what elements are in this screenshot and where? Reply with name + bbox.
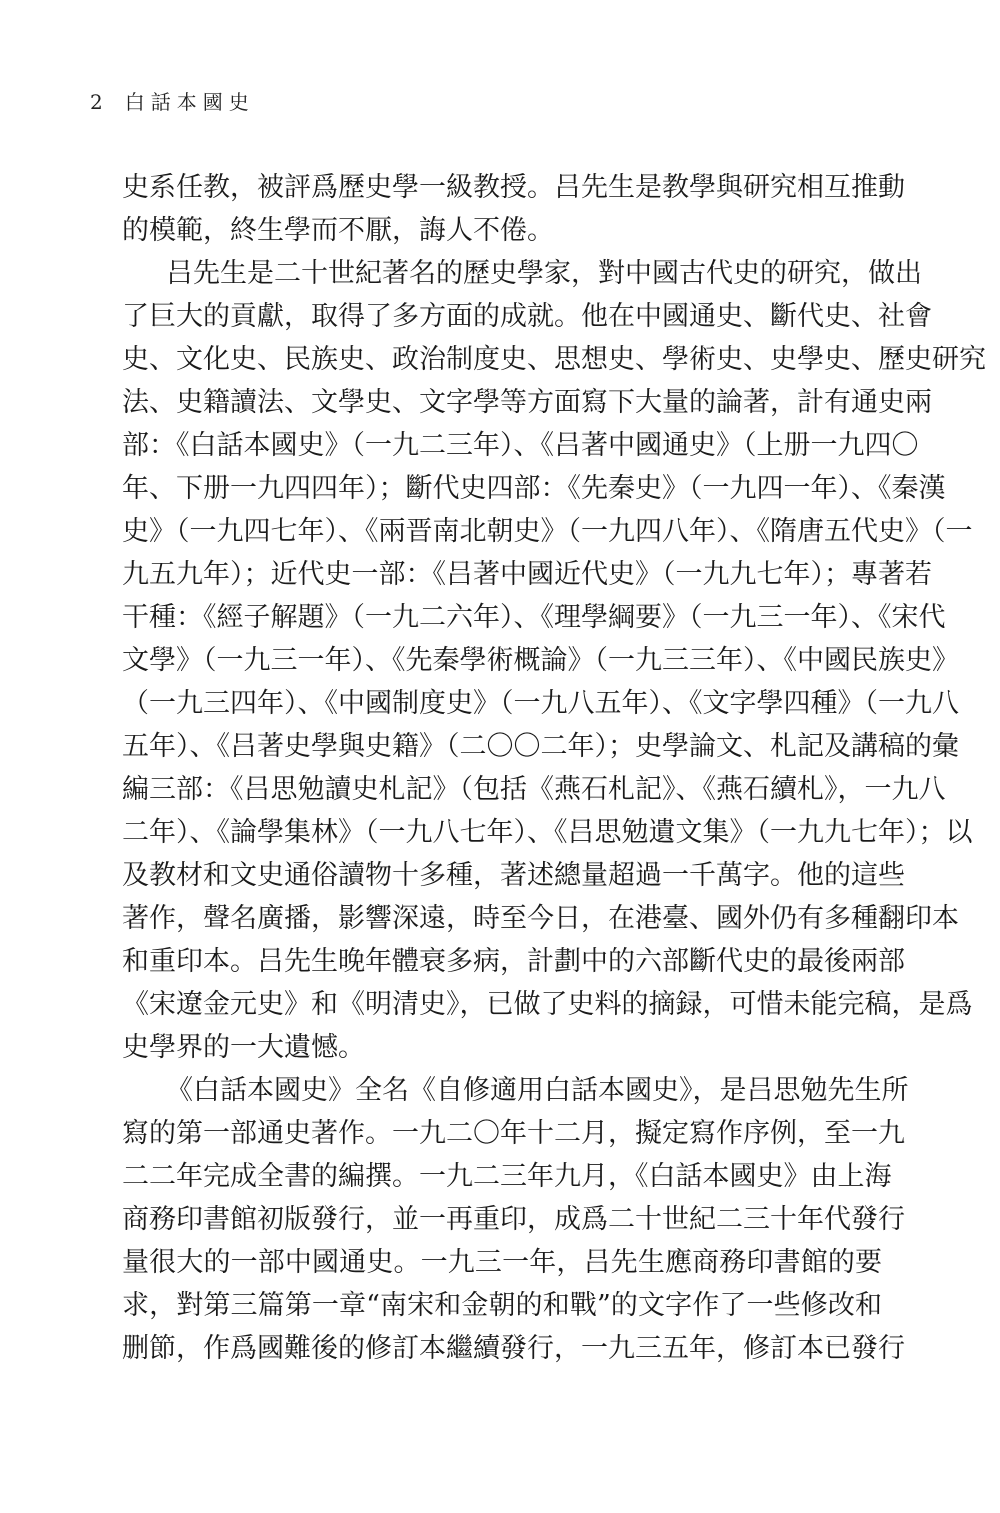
text-line: 删節，作爲國難後的修訂本繼續發行，一九三五年，修訂本已發行 (122, 1333, 905, 1364)
text-line: 的模範，終生學而不厭，誨人不倦。 (122, 215, 554, 246)
text-line: 二年）、《論學集林》（一九八七年）、《吕思勉遺文集》（一九九七年）；以 (122, 817, 973, 848)
text-line: 了巨大的貢獻，取得了多方面的成就。他在中國通史、斷代史、社會 (122, 301, 932, 332)
text-line: 吕先生是二十世紀著名的歷史學家，對中國古代史的研究，做出 (166, 258, 922, 289)
running-header (90, 86, 255, 115)
text-line: （一九三四年）、《中國制度史》（一九八五年）、《文字學四種》（一九八 (122, 688, 959, 719)
text-line: 文學》（一九三一年）、《先秦學術概論》（一九三三年）、《中國民族史》 (122, 645, 959, 676)
text-line: 史系任教，被評爲歷史學一級教授。吕先生是教學與研究相互推動 (122, 172, 905, 203)
text-line: 《白話本國史》全名《自修適用白話本國史》，是吕思勉先生所 (166, 1075, 909, 1106)
text-line: 求，對第三篇第一章“南宋和金朝的和戰”的文字作了一些修改和 (122, 1290, 882, 1321)
text-line: 九五九年）；近代史一部：《吕著中國近代史》（一九九七年）；專著若 (122, 559, 932, 590)
page-number: 2 (90, 90, 103, 114)
text-line: 《宋遼金元史》和《明清史》，已做了史料的摘録，可惜未能完稿，是爲 (122, 989, 973, 1020)
text-line: 年、下册一九四四年）；斷代史四部：《先秦史》（一九四一年）、《秦漢 (122, 473, 946, 504)
text-line: 和重印本。吕先生晚年體衰多病，計劃中的六部斷代史的最後兩部 (122, 946, 905, 977)
text-line: 編三部：《吕思勉讀史札記》（包括《燕石札記》、《燕石續札》，一九八 (122, 774, 946, 805)
text-line: 五年）、《吕著史學與史籍》（二〇〇二年）；史學論文、札記及講稿的彙 (122, 731, 959, 762)
text-line: 法、史籍讀法、文學史、文字學等方面寫下大量的論著，計有通史兩 (122, 387, 932, 418)
text-line: 著作，聲名廣播，影響深遠，時至今日，在港臺、國外仍有多種翻印本 (122, 903, 959, 934)
text-line: 干種：《經子解題》（一九二六年）、《理學綱要》（一九三一年）、《宋代 (122, 602, 946, 633)
text-line: 二二年完成全書的編撰。一九二三年九月，《白話本國史》由上海 (122, 1161, 892, 1192)
text-line: 史》（一九四七年）、《兩晋南北朝史》（一九四八年）、《隋唐五代史》（一 (122, 516, 973, 547)
text-line: 量很大的一部中國通史。一九三一年，吕先生應商務印書館的要 (122, 1247, 882, 1278)
running-title: 白話本國史 (124, 90, 255, 114)
text-line: 寫的第一部通史著作。一九二〇年十二月，擬定寫作序例，至一九 (122, 1118, 905, 1149)
body-text (122, 166, 986, 1370)
text-line: 部：《白話本國史》（一九二三年）、《吕著中國通史》（上册一九四〇 (122, 430, 919, 461)
text-line: 及教材和文史通俗讀物十多種，著述總量超過一千萬字。他的這些 (122, 860, 905, 891)
text-line: 商務印書館初版發行，並一再重印，成爲二十世紀二三十年代發行 (122, 1204, 905, 1235)
text-line: 史學界的一大遺憾。 (122, 1032, 365, 1063)
text-line: 史、文化史、民族史、政治制度史、思想史、學術史、史學史、歷史研究 (122, 344, 986, 375)
